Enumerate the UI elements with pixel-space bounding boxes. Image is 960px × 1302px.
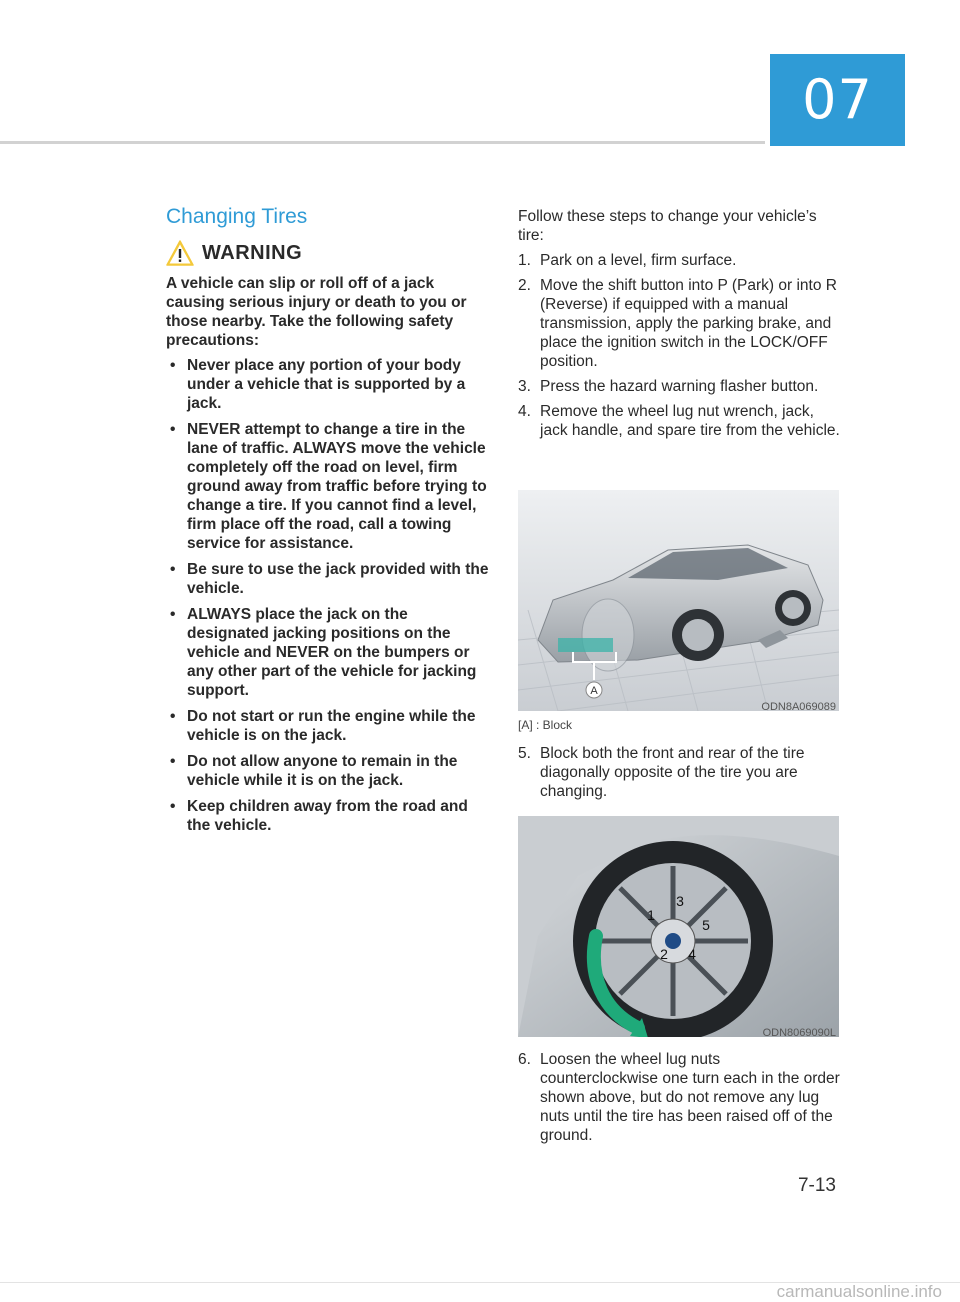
warning-item (166, 752, 491, 790)
warning-item (166, 707, 491, 745)
warning-item-text: Keep children away from the road and the vehicle. (187, 798, 468, 834)
step-number: 5. (518, 745, 531, 762)
bullet: • (170, 798, 176, 815)
step-5 (518, 744, 840, 807)
lug-label-1: 1 (647, 907, 655, 923)
step-number: 1. (518, 252, 531, 269)
bullet: • (170, 606, 176, 623)
section-title: Changing Tires (166, 205, 308, 228)
header-rule (0, 141, 765, 144)
warning-list (166, 356, 491, 835)
figure-caption: [A] : Block (518, 718, 573, 732)
warning-item-text: NEVER attempt to change a tire in the lane of traffic. ALWAYS move the vehicle completely off the road on level, firm ground away from traffic before trying to change a tire. If you cannot find a level, firm place off the road, call a towing service for assistance. (187, 421, 487, 552)
figure-code: ODN8A069089 (761, 701, 836, 713)
step-text: Block both the front and rear of the tire diagonally opposite of the tire you are changing. (540, 745, 805, 800)
bullet: • (170, 561, 176, 578)
step-3 (518, 377, 840, 396)
step-number: 2. (518, 277, 531, 294)
bullet: • (170, 421, 176, 438)
watermark: carmanualsonline.info (776, 1282, 942, 1301)
step-text: Loosen the wheel lug nuts counterclockwise one turn each in the order shown above, but do not remove any lug nuts until the tire has been raised off of the ground. (540, 1051, 840, 1144)
step-6 (518, 1050, 840, 1151)
warning-item-text: Be sure to use the jack provided with the vehicle. (187, 561, 489, 597)
warning-intro: A vehicle can slip or roll off of a jack causing serious injury or death to you or those nearby. Take the following safety precautions: (166, 275, 467, 349)
warning-item-text: ALWAYS place the jack on the designated jacking positions on the vehicle and NEVER on the bumpers or any other part of the vehicle for jacking support. (187, 606, 477, 699)
step-1 (518, 251, 840, 270)
warning-item (166, 356, 491, 413)
warning-heading (166, 240, 491, 266)
warning-item-text: Never place any portion of your body under a vehicle that is supported by a jack. (187, 357, 466, 412)
steps-intro: Follow these steps to change your vehicle’s tire: (518, 208, 817, 244)
warning-label: WARNING (202, 241, 303, 264)
step-text: Park on a level, firm surface. (540, 252, 737, 269)
warning-item-text: Do not start or run the engine while the vehicle is on the jack. (187, 708, 476, 744)
step-text: Remove the wheel lug nut wrench, jack, jack handle, and spare tire from the vehicle. (540, 403, 840, 439)
warning-item-text: Do not allow anyone to remain in the vehicle while it is on the jack. (187, 753, 458, 789)
warning-item (166, 420, 491, 553)
label-a: A (590, 685, 598, 697)
left-column (166, 205, 491, 842)
chapter-tab: 07 (770, 54, 905, 146)
step-4 (518, 402, 840, 440)
bullet: • (170, 753, 176, 770)
warning-triangle-icon (166, 240, 194, 266)
lug-label-5: 5 (702, 917, 710, 933)
lug-label-3: 3 (676, 893, 684, 909)
warning-item (166, 560, 491, 598)
step-number: 4. (518, 403, 531, 420)
figure-code: ODN8069090L (762, 1027, 836, 1039)
page-number: 7-13 (797, 1175, 836, 1196)
warning-item (166, 797, 491, 835)
step-number: 6. (518, 1051, 531, 1068)
lug-label-4: 4 (688, 946, 696, 962)
lug-label-2: 2 (660, 946, 668, 962)
step-text: Move the shift button into P (Park) or into R (Reverse) if equipped with a manual transmission, apply the parking brake, and place the ignition switch in the LOCK/OFF position. (540, 277, 837, 370)
wheel-lug-nut-illustration (518, 816, 839, 1037)
bullet: • (170, 708, 176, 725)
right-column (518, 207, 840, 446)
warning-item (166, 605, 491, 700)
step-2 (518, 276, 840, 371)
step-text: Press the hazard warning flasher button. (540, 378, 819, 395)
bullet: • (170, 357, 176, 374)
car-jack-illustration (518, 490, 839, 711)
step-number: 3. (518, 378, 531, 395)
